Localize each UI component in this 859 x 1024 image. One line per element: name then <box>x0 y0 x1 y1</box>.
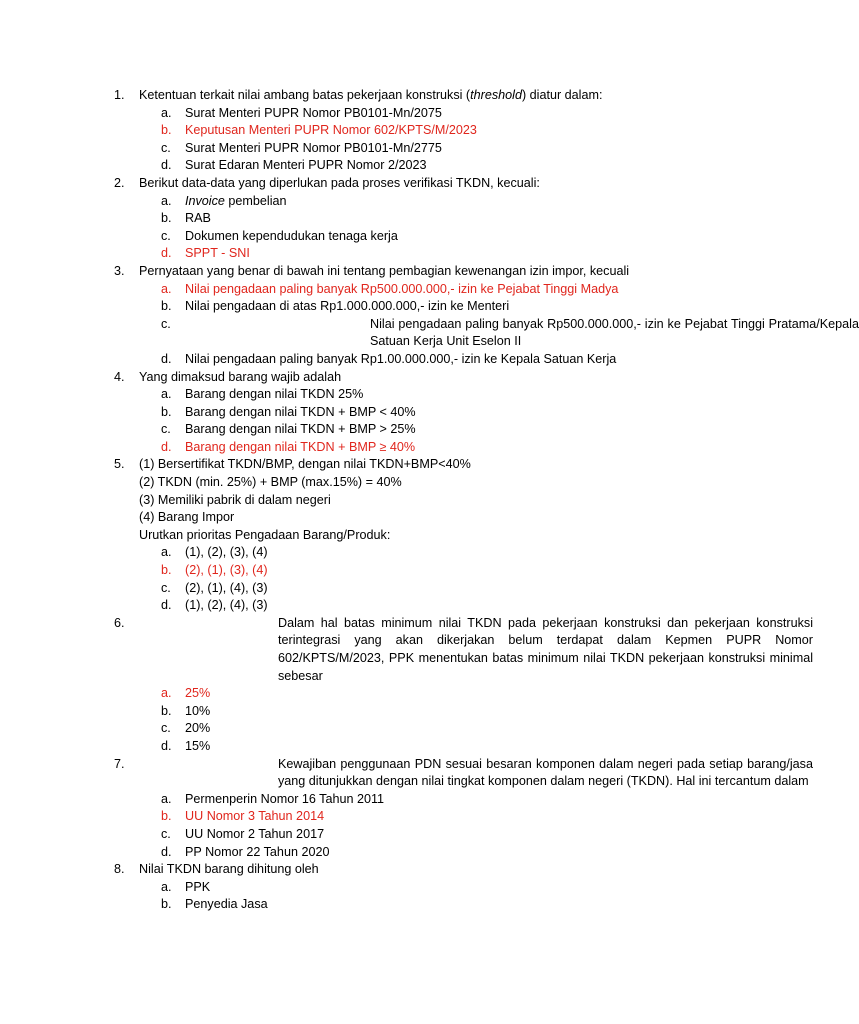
option-text: Keputusan Menteri PUPR Nomor 602/KPTS/M/2023 <box>185 123 477 138</box>
option-row <box>0 157 768 175</box>
option-text: UU Nomor 3 Tahun 2014 <box>185 809 325 824</box>
option-row-correct <box>0 122 768 140</box>
question-5 <box>0 456 768 474</box>
option-text: 25% <box>185 686 211 701</box>
option-row <box>0 703 768 721</box>
question-text: Berikut data-data yang diperlukan pada proses verifikasi TKDN, kecuali: <box>139 175 540 190</box>
option-row <box>0 879 768 897</box>
option-letter: a. <box>161 791 172 806</box>
option-row-correct <box>0 685 768 703</box>
option-text: 10% <box>185 703 211 718</box>
option-text: PP Nomor 22 Tahun 2020 <box>185 844 330 859</box>
option-letter: a. <box>161 105 172 120</box>
option-row <box>0 386 768 404</box>
option-text: Surat Menteri PUPR Nomor PB0101-Mn/2075 <box>185 105 442 120</box>
option-letter: d. <box>161 246 172 261</box>
option-row <box>0 298 768 316</box>
option-row-correct <box>0 281 768 299</box>
option-row <box>0 404 768 422</box>
option-text: Dokumen kependudukan tenaga kerja <box>185 228 398 243</box>
option-letter: b. <box>161 211 172 226</box>
option-letter: c. <box>161 140 171 155</box>
option-text: Permenperin Nomor 16 Tahun 2011 <box>185 791 385 806</box>
option-row <box>0 791 768 809</box>
question-number: 1. <box>114 88 125 102</box>
option-letter: d. <box>161 738 172 753</box>
option-letter: b. <box>161 299 172 314</box>
question-subline: (3) Memiliki pabrik di dalam negeri <box>139 492 331 507</box>
option-letter: c. <box>161 422 171 437</box>
question-3 <box>0 263 768 281</box>
question-subline: (4) Barang Impor <box>139 510 235 525</box>
option-row <box>0 421 768 439</box>
option-text: (2), (1), (3), (4) <box>185 563 268 578</box>
option-row <box>0 844 768 862</box>
option-letter: a. <box>161 281 172 296</box>
option-text: Nilai pengadaan di atas Rp1.000.000.000,- izin ke Menteri <box>185 299 510 314</box>
question-number: 4. <box>114 369 125 384</box>
option-letter: a. <box>161 545 172 560</box>
question-text: Yang dimaksud barang wajib adalah <box>139 369 342 384</box>
option-letter: d. <box>161 844 172 859</box>
question-number: 3. <box>114 263 125 278</box>
question-subline: Urutkan prioritas Pengadaan Barang/Produk: <box>139 527 391 542</box>
option-text: 20% <box>185 721 211 736</box>
option-text: PPK <box>185 879 211 894</box>
option-row <box>0 720 768 738</box>
option-row <box>0 896 768 914</box>
question-number: 6. <box>114 615 125 630</box>
option-text: Surat Edaran Menteri PUPR Nomor 2/2023 <box>185 158 427 173</box>
option-row <box>0 580 768 598</box>
option-letter: d. <box>161 439 172 454</box>
question-2 <box>0 175 768 193</box>
question-number: 5. <box>114 457 125 472</box>
option-letter: a. <box>161 879 172 894</box>
option-letter: b. <box>161 563 172 578</box>
option-row <box>0 544 768 562</box>
option-letter: c. <box>161 826 171 841</box>
option-row-correct <box>0 245 768 263</box>
question-subline: (2) TKDN (min. 25%) + BMP (max.15%) = 40% <box>139 475 402 490</box>
question-number: 8. <box>114 862 125 877</box>
option-row <box>0 351 768 369</box>
question-6 <box>0 615 813 685</box>
option-row <box>0 738 768 756</box>
question-text: Kewajiban penggunaan PDN sesuai besaran komponen dalam negeri pada setiap barang/jasa yang ditunjukkan dengan nilai tingkat komponen dalam negeri (TKDN). Hal ini tercantum dalam <box>278 756 813 789</box>
option-letter: b. <box>161 123 172 138</box>
option-text: Nilai pengadaan paling banyak Rp1.00.000.000,- izin ke Kepala Satuan Kerja <box>185 351 617 366</box>
option-text: Barang dengan nilai TKDN + BMP < 40% <box>185 404 416 419</box>
option-row <box>0 228 768 246</box>
question-text: Pernyataan yang benar di bawah ini tentang pembagian kewenangan izin impor, kecuali <box>139 263 630 278</box>
option-text: Surat Menteri PUPR Nomor PB0101-Mn/2775 <box>185 140 442 155</box>
option-text: Barang dengan nilai TKDN + BMP ≥ 40% <box>185 439 416 454</box>
option-row-correct <box>0 562 768 580</box>
option-text: Invoice pembelian <box>185 193 287 208</box>
option-text: SPPT - SNI <box>185 246 250 261</box>
option-text: Nilai pengadaan paling banyak Rp500.000.000,- izin ke Pejabat Tinggi Pratama/Kepala Satuan Kerja Unit Eselon II <box>370 316 859 349</box>
option-text: (1), (2), (4), (3) <box>185 598 268 613</box>
option-text: 15% <box>185 738 211 753</box>
option-letter: d. <box>161 158 172 173</box>
question-1 <box>0 87 768 105</box>
question-4 <box>0 369 768 387</box>
option-letter: c. <box>161 580 171 595</box>
question-text: (1) Bersertifikat TKDN/BMP, dengan nilai TKDN+BMP<40% <box>139 457 471 472</box>
question-text: Ketentuan terkait nilai ambang batas pekerjaan konstruksi (threshold) diatur dalam: <box>139 88 603 102</box>
option-row <box>0 826 768 844</box>
option-text: Penyedia Jasa <box>185 897 268 912</box>
option-letter: c. <box>161 228 171 243</box>
question-text: Dalam hal batas minimum nilai TKDN pada pekerjaan konstruksi dan pekerjaan konstruksi terintegrasi yang akan dikerjakan belum terdapat dalam Kepmen PUPR Nomor 602/KPTS/M/2023, PPK menentukan batas minimum nilai TKDN pekerjaan konstruksi minimal sebesar <box>278 615 813 683</box>
option-letter: d. <box>161 351 172 366</box>
question-list <box>0 87 859 914</box>
option-row-correct <box>0 808 768 826</box>
option-text: Barang dengan nilai TKDN 25% <box>185 387 364 402</box>
option-text: Nilai pengadaan paling banyak Rp500.000.000,- izin ke Pejabat Tinggi Madya <box>185 281 619 296</box>
option-letter: a. <box>161 193 172 208</box>
option-row <box>0 193 768 211</box>
option-letter: b. <box>161 703 172 718</box>
question-7 <box>0 756 813 791</box>
option-row <box>0 597 768 615</box>
option-text: UU Nomor 2 Tahun 2017 <box>185 826 325 841</box>
option-row <box>0 210 768 228</box>
option-row <box>0 105 768 123</box>
option-letter: b. <box>161 809 172 824</box>
option-letter: c. <box>161 721 171 736</box>
question-text: Nilai TKDN barang dihitung oleh <box>139 862 319 877</box>
option-row-correct <box>0 439 768 457</box>
question-8 <box>0 861 768 879</box>
option-letter: b. <box>161 404 172 419</box>
option-letter: a. <box>161 387 172 402</box>
option-text: (2), (1), (4), (3) <box>185 580 268 595</box>
option-row <box>0 140 768 158</box>
option-letter: d. <box>161 598 172 613</box>
option-letter: a. <box>161 686 172 701</box>
option-text: RAB <box>185 211 211 226</box>
question-number: 7. <box>114 756 125 771</box>
question-number: 2. <box>114 175 125 190</box>
option-letter: c. <box>161 316 171 331</box>
option-text: (1), (2), (3), (4) <box>185 545 268 560</box>
option-letter: b. <box>161 897 172 912</box>
option-row <box>0 316 859 351</box>
option-text: Barang dengan nilai TKDN + BMP > 25% <box>185 422 416 437</box>
